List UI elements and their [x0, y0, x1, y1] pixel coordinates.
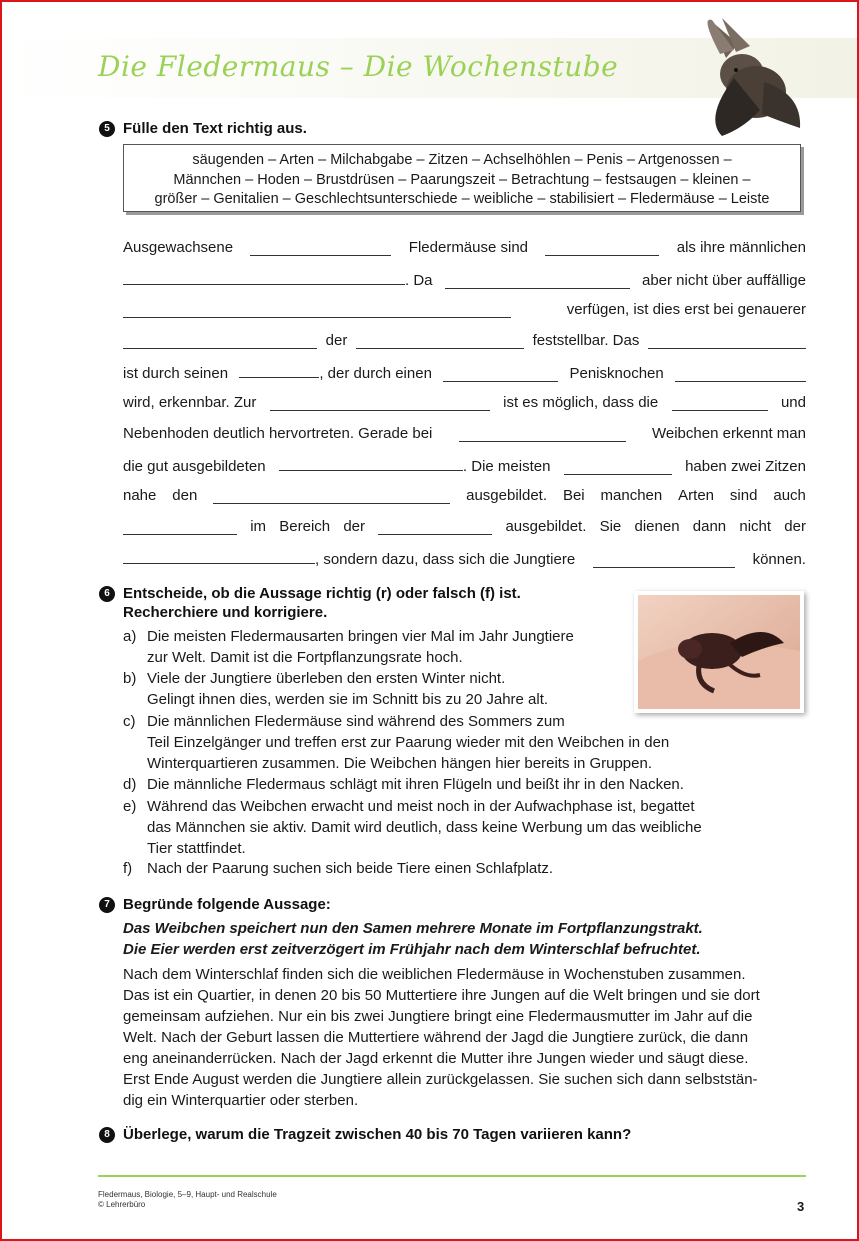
statement-letter: b) [123, 670, 137, 687]
gap-text: dann [692, 518, 727, 535]
answer-blank[interactable] [564, 460, 672, 475]
paragraph-line: Das ist ein Quartier, in denen 20 bis 50 Muttertiere ihre Jungen auf die Welt bringen und sie dort [123, 987, 760, 1004]
answer-blank[interactable] [545, 241, 659, 256]
answer-blank[interactable] [270, 396, 490, 411]
statement-letter: f) [123, 860, 133, 877]
gap-text: nahe [123, 487, 157, 504]
task-number-6: 6 [99, 586, 115, 602]
gap-text: der [343, 518, 366, 535]
gap-text-line [123, 270, 806, 289]
gap-text: Ausgewachsene [123, 239, 234, 256]
gap-text: feststellbar. Das [532, 332, 640, 349]
answer-blank[interactable] [239, 363, 319, 378]
gap-text: Bei [562, 487, 585, 504]
paragraph-line: dig ein Winterquartier oder sterben. [123, 1092, 359, 1109]
answer-blank[interactable] [123, 303, 511, 318]
gap-text: wird, erkennbar. Zur [123, 394, 257, 411]
gap-text: Bereich [279, 518, 331, 535]
gap-text-line [123, 363, 806, 382]
statement-text: Viele der Jungtiere überleben den ersten Winter nicht. [147, 670, 506, 687]
gap-text: verfügen, ist dies erst bei genauerer [566, 301, 806, 318]
paragraph-line: Welt. Nach der Geburt lassen die Muttertiere während der Jagd die Jungtiere zurück, die dann [123, 1029, 749, 1046]
statement-text: Tier stattfindet. [147, 840, 246, 857]
gap-text-line [123, 487, 806, 504]
answer-blank[interactable] [250, 241, 391, 256]
gap-text: ausgebildet. [466, 487, 548, 504]
answer-blank[interactable] [445, 274, 630, 289]
statement-text: Die männliche Fledermaus schlägt mit ihren Flügeln und beißt ihr in den Nacken. [147, 776, 684, 793]
gap-text: Nebenhoden deutlich hervortreten. Gerade bei [123, 425, 433, 442]
gap-text: . Da [405, 272, 433, 289]
paragraph-line: Erst Ende August werden die Jungtiere allein zurückgelassen. Sie suchen sich dann selbststän- [123, 1071, 758, 1088]
baby-bat-photo [634, 591, 804, 713]
answer-blank[interactable] [443, 367, 558, 382]
gap-text: Penisknochen [569, 365, 664, 382]
word-bank-line: Männchen – Hoden – Brustdrüsen – Paarungszeit – Betrachtung – festsaugen – kleinen – [173, 171, 751, 188]
gap-text: sind [729, 487, 758, 504]
gap-text: manchen [600, 487, 663, 504]
task7-statement: Das Weibchen speichert nun den Samen mehrere Monate im Fortpflanzungstrakt. [123, 920, 703, 937]
task7-statement: Die Eier werden erst zeitverzögert im Frühjahr nach dem Winterschlaf befruchtet. [123, 941, 701, 958]
answer-blank[interactable] [123, 334, 317, 349]
footer-source: Fledermaus, Biologie, 5–9, Haupt- und Realschule [98, 1190, 277, 1199]
gap-text-line [123, 518, 806, 535]
gap-text: können. [752, 551, 806, 568]
gap-text: nicht [739, 518, 772, 535]
statement-text: Gelingt ihnen dies, werden sie im Schnitt bis zu 20 Jahre alt. [147, 691, 549, 708]
gap-text: dienen [634, 518, 680, 535]
statement-text: Die meisten Fledermausarten bringen vier Mal im Jahr Jungtiere [147, 628, 574, 645]
gap-text: im [250, 518, 267, 535]
gap-text: , sondern dazu, dass sich die Jungtiere [315, 551, 576, 568]
answer-blank[interactable] [356, 334, 524, 349]
statement-letter: d) [123, 776, 137, 793]
gap-text-line [123, 332, 806, 349]
answer-blank[interactable] [648, 334, 806, 349]
gap-text: Weibchen erkennt man [652, 425, 806, 442]
task7-paragraph [123, 964, 813, 1111]
gap-text-line [123, 425, 806, 442]
statement-letter: e) [123, 798, 137, 815]
answer-blank[interactable] [459, 427, 626, 442]
gap-text: der [325, 332, 348, 349]
statement-text: das Männchen sie aktiv. Damit wird deutlich, dass keine Werbung um das weibliche [147, 819, 702, 836]
gap-text: . Die meisten [462, 458, 551, 475]
gap-text-line [123, 456, 806, 475]
paragraph-line: gemeinsam aufziehen. Nur ein bis zwei Jungtiere bringt eine Fledermausmutter im Jahr auf die [123, 1008, 753, 1025]
word-bank-line: säugenden – Arten – Milchabgabe – Zitzen – Achselhöhlen – Penis – Artgenossen – [192, 152, 732, 168]
gap-text-line [123, 549, 806, 568]
paragraph-line: eng aneinanderrücken. Nach der Jagd erkennt die Mutter ihre Jungen wieder und säugt diese. [123, 1050, 749, 1067]
statement-text: Während das Weibchen erwacht und meist noch in der Aufwachphase ist, begattet [147, 798, 695, 815]
task-number-8: 8 [99, 1127, 115, 1143]
gap-text: die gut ausgebildeten [123, 458, 266, 475]
bat-illustration [664, 18, 804, 142]
statement-letter: c) [123, 713, 136, 730]
task-number-7: 7 [99, 897, 115, 913]
answer-blank[interactable] [123, 549, 315, 564]
statement-letter: a) [123, 628, 137, 645]
statement-text: Nach der Paarung suchen sich beide Tiere einen Schlafplatz. [147, 860, 554, 877]
task5-heading: Fülle den Text richtig aus. [123, 120, 307, 137]
page-title: Die Fledermaus – Die Wochenstube [98, 50, 619, 83]
answer-blank[interactable] [123, 520, 237, 535]
statement-text: Winterquartieren zusammen. Die Weibchen hängen hier bereits in Gruppen. [147, 755, 652, 772]
answer-blank[interactable] [123, 270, 405, 285]
gap-text: auch [773, 487, 806, 504]
gap-text-line [123, 301, 806, 318]
gap-text: den [172, 487, 198, 504]
word-bank-line: größer – Genitalien – Geschlechtsunterschiede – weibliche – stabilisiert – Fledermäuse – Leiste [154, 191, 770, 207]
word-bank [123, 144, 801, 212]
gap-text: aber nicht über auffällige [641, 272, 806, 289]
gap-text: haben zwei Zitzen [685, 458, 806, 475]
gap-text-line [123, 394, 806, 411]
gap-text: Fledermäuse sind [408, 239, 529, 256]
answer-blank[interactable] [675, 367, 806, 382]
task6-subheading: Recherchiere und korrigiere. [123, 604, 328, 621]
task-number-5: 5 [99, 121, 115, 137]
task6-heading: Entscheide, ob die Aussage richtig (r) oder falsch (f) ist. [123, 585, 521, 602]
paragraph-line: Nach dem Winterschlaf finden sich die weiblichen Fledermäuse in Wochenstuben zusammen. [123, 966, 746, 983]
task8-heading: Überlege, warum die Tragzeit zwischen 40 bis 70 Tagen variieren kann? [123, 1126, 632, 1143]
answer-blank[interactable] [593, 553, 735, 568]
gap-text: der [784, 518, 806, 535]
gap-text: , der durch einen [319, 365, 432, 382]
footer-rule [98, 1175, 806, 1177]
gap-text-line [123, 239, 806, 256]
statement-text: Teil Einzelgänger und treffen erst zur Paarung wieder mit den Weibchen in den [147, 734, 670, 751]
task7-heading: Begründe folgende Aussage: [123, 896, 331, 913]
gap-text: und [780, 394, 806, 411]
answer-blank[interactable] [672, 396, 768, 411]
gap-text: Sie [599, 518, 622, 535]
gap-text: als ihre männlichen [676, 239, 806, 256]
statement-text: zur Welt. Damit ist die Fortpflanzungsrate hoch. [147, 649, 463, 666]
answer-blank[interactable] [279, 456, 463, 471]
gap-text: ist durch seinen [123, 365, 229, 382]
gap-text: ist es möglich, dass die [503, 394, 659, 411]
page-number: 3 [797, 1199, 805, 1214]
gap-text: ausgebildet. [505, 518, 587, 535]
answer-blank[interactable] [378, 520, 492, 535]
answer-blank[interactable] [213, 489, 450, 504]
gap-text: Arten [678, 487, 715, 504]
statement-text: Die männlichen Fledermäuse sind während des Sommers zum [147, 713, 565, 730]
footer-copyright: © Lehrerbüro [98, 1200, 146, 1209]
